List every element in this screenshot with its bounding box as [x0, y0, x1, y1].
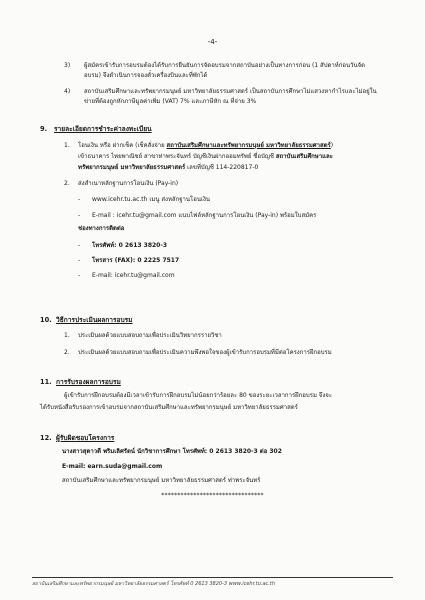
page-number: -4-: [207, 38, 218, 46]
intro-item-number: 4): [64, 88, 71, 95]
page-footer: สถาบันเสริมศึกษาและทรัพยากรมนุษย์ มหาวิทยาลัยธรรมศาสตร์ โทรศัพท์ 0 2613 3820-3 www.icehr.tu.ac.th: [32, 581, 276, 587]
payee-name: สถาบันเสริมศึกษาและทรัพยากรมนุษย์ มหาวิทยาลัยธรรมศาสตร์: [166, 142, 331, 149]
list-number: 2.: [64, 180, 70, 187]
end-separator: ********************************: [161, 492, 264, 499]
section-title: รายละเอียดการชำระค่าลงทะเบียน: [54, 125, 152, 133]
contact-person: นางสาวสุดาวดี พริมเลิศรัตน์ นักวิชาการศึกษา โทรศัพท์: 0 2613 3820-3 ต่อ 302: [62, 448, 282, 455]
certification-text: ได้รับหนังสือรับรองการเข้าอบรมจากสถาบันเสริมศึกษาและทรัพยากรมนุษย์ มหาวิทยาลัยธรรมศาสตร์: [40, 404, 298, 411]
payment-line-2: [78, 153, 333, 161]
intro-item-text: สถาบันเสริมศึกษาและทรัพยากรมนุษย์ มหาวิทยาลัยธรรมศาสตร์ เป็นสถาบันการศึกษาไม่แสวงหากำไรและไม่อยู่ใน: [84, 88, 377, 95]
section-title: วิธีการประเมินผลการอบรม: [56, 316, 133, 324]
payment-line-1: [78, 142, 333, 150]
payment-text: ): [330, 142, 334, 149]
contact-person-email[interactable]: E-mail: earn.suda@gmail.com: [62, 463, 163, 470]
certification-text: ผู้เข้ารับการฝึกอบรมต้องมีเวลาเข้ารับการฝึกอบรมไม่น้อยกว่าร้อยละ 80 ของระยะเวลาการฝึกอบรม จึงจะ: [64, 392, 332, 399]
section-number: 12.: [40, 434, 52, 442]
account-name: สถาบันเสริมศึกษาและ: [275, 153, 333, 160]
evaluation-item: ประเมินผลด้วยแบบสอบถามเพื่อประเมินความพึงพอใจของผู้เข้ารับการอบรมที่มีต่อโครงการฝึกอบรม: [78, 349, 332, 356]
list-number: 1.: [64, 142, 70, 149]
website-link[interactable]: www.icehr.tu.ac.th เมนู ส่งหลักฐานโอนเงิน: [92, 196, 211, 203]
intro-item-number: 3): [64, 62, 71, 69]
bullet-dash: -: [78, 242, 81, 249]
section-title: การรับรองผลการอบรม: [56, 378, 121, 386]
bullet-dash: -: [78, 257, 81, 264]
list-number: 1.: [64, 332, 70, 339]
section-number: 10.: [40, 316, 52, 324]
intro-item-text: ข่ายที่ต้องถูกหักภาษีมูลค่าเพิ่ม (VAT) 7% และภาษีหัก ณ ที่จ่าย 3%: [84, 98, 257, 105]
payment-line-3: [78, 164, 258, 172]
contact-email[interactable]: E-mail: icehr.tu@gmail.com: [92, 272, 175, 279]
section-number: 11.: [40, 378, 52, 386]
footer-rule: [32, 577, 393, 578]
bullet-dash: -: [78, 196, 81, 203]
intro-item-text: ผู้สมัครเข้ารับการอบรมต้องได้รับการยืนยันการจัดอบรมจากสถาบันอย่างเป็นทางการก่อน (1 สัปดาห์ก่อนวันจัด: [84, 62, 365, 69]
pay-in-instruction: ส่งสำเนาหลักฐานการโอนเงิน (Pay-in): [78, 180, 179, 187]
account-number: เลขที่บัญชี 114-220817-0: [185, 164, 259, 171]
section-title: ผู้รับผิดชอบโครงการ: [56, 434, 115, 442]
intro-item-text: อบรม) จึงดำเนินการจองตั๋วเครื่องบินและที่พักได้: [84, 72, 208, 79]
account-name: ทรัพยากรมนุษย์ มหาวิทยาลัยธรรมศาสตร์: [78, 164, 186, 171]
section-number: 9.: [40, 125, 48, 133]
bullet-dash: -: [78, 272, 81, 279]
email-instruction: E-mail : icehr.tu@gmail.com แนบไฟล์หลักฐานการโอนเงิน (Pay-in) พร้อมใบสมัคร: [92, 212, 317, 219]
institution-name: สถาบันเสริมศึกษาและทรัพยากรมนุษย์ มหาวิทยาลัยธรรมศาสตร์ ท่าพระจันทร์: [62, 477, 261, 484]
evaluation-item: ประเมินผลด้วยแบบสอบถามเพื่อประเมินวิทยากรรายวิชา: [78, 332, 222, 339]
contact-title: ช่องทางการติดต่อ: [78, 225, 125, 232]
list-number: 2.: [64, 349, 70, 356]
bullet-dash: -: [78, 212, 81, 219]
contact-phone: โทรศัพท์: 0 2613 3820-3: [92, 242, 168, 249]
payment-text: เข้าธนาคาร ไทยพาณิชย์ สาขาท่าพระจันทร์ บัญชีเงินฝากออมทรัพย์ ชื่อบัญชี: [78, 153, 276, 160]
payment-text: โอนเงิน หรือ ฝากเช็ค (เช็คสั่งจ่าย: [78, 142, 167, 149]
contact-fax: โทรสาร (FAX): 0 2225 7517: [92, 257, 180, 264]
